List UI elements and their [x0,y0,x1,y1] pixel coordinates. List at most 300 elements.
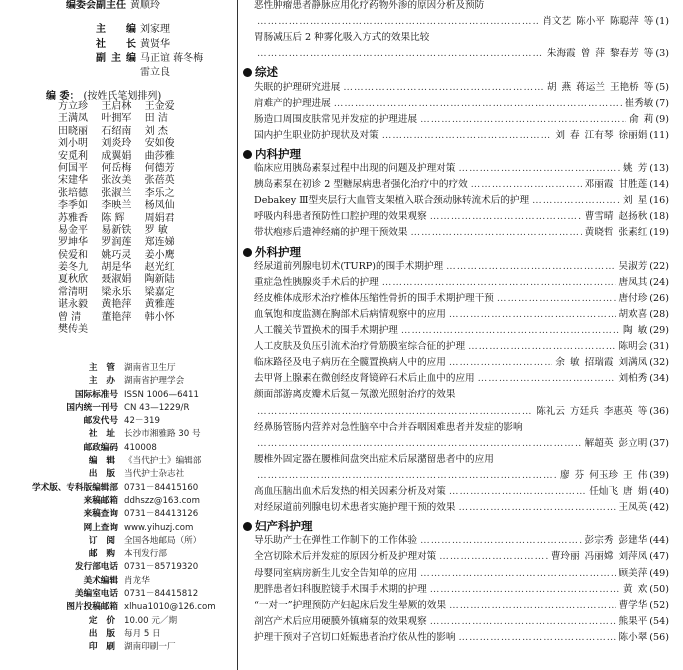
publication-key: 出 版 [88,469,118,480]
toc-entry[interactable] [254,436,669,452]
publication-row [30,548,235,561]
member-name: 侯爱和 [58,249,88,261]
masthead [0,0,232,670]
deputy-director-name: 黄顺玲 [130,0,160,11]
staff-row [96,38,170,52]
section-heading [243,146,301,162]
toc-entry-page: (32) [649,357,669,369]
toc-entry-authors: 曹雪晴 赵扬秋 [584,211,648,223]
publication-key: 订 阅 [88,535,118,546]
toc-entry-page: (11) [649,129,669,141]
toc-entry-title: 重症急性胰腺炎手术后的护理 [254,276,379,288]
toc-entry-title: 肥胖患者妇科腹腔镜手术围手术期的护理 [254,583,427,595]
leader-dots [449,598,615,614]
member-name: 王启林 [101,101,132,112]
publication-value: 长沙市湘雅路 30 号 [124,429,201,440]
publication-row [30,641,235,654]
publication-key: 国内统一刊号 [66,402,118,413]
publication-value: 当代护士杂志社 [124,469,185,480]
member-name: 陶新陆 [144,274,175,286]
member-row [58,287,188,299]
toc-entry-title: 呼吸内科患者预防性口腔护理的效果观察 [254,211,427,223]
toc-entry-authors: 刘 春 江有琴 徐丽娟 [555,129,648,141]
leader-dots [257,46,544,62]
toc-entry[interactable] [254,533,669,549]
toc-entry-authors: 俞 莉 [629,113,654,125]
leader-dots [334,96,622,112]
toc-entry-authors: 陶 敏 [623,325,648,336]
toc-entry-title: 国内护生职业防护现状及对策 [254,129,379,141]
leader-dots [411,225,582,241]
leader-dots [343,80,544,96]
toc-entry-page: (13) [649,163,669,174]
member-name: 姜冬九 [58,262,88,274]
toc-entry[interactable] [254,112,669,128]
toc-entry-authors: 刘 星 [623,195,648,207]
member-name: 郑连娣 [144,237,175,249]
publication-row [30,535,235,548]
section-heading-text: 外科护理 [255,244,301,259]
leader-dots [420,533,582,549]
toc-entry[interactable] [254,128,669,144]
toc-entry-authors: 刘柏秀 [618,373,648,385]
toc-entry-title: 胃肠减压后 2 种雾化吸入方式的效果比较 [254,32,430,44]
toc-entry-authors: 余 敏 招瑞霞 刘满凤 [555,357,648,369]
leader-dots [449,484,586,500]
toc-entry[interactable] [254,387,669,403]
publication-key: 图片投稿邮箱 [66,602,118,613]
member-name [145,324,188,336]
publication-value: 42－319 [124,416,160,427]
toc-entry[interactable] [254,275,669,291]
member-row [58,299,188,311]
member-row [58,213,188,225]
toc-entry[interactable] [254,630,669,646]
toc-entry-title: 腰椎外固定器在腰椎间盘突出症术后尿潴留患者中的应用 [254,453,494,465]
toc-entry[interactable] [254,225,669,241]
toc-entry-authors: 朱海霞 曾 萍 黎春芳 等 [546,48,654,60]
member-name: 姚巧灵 [101,249,132,261]
toc-entry-page: (40) [649,486,669,497]
staff-row [96,23,170,37]
publication-key: 来稿邮箱 [83,495,118,506]
publication-key: 美编室电话 [75,589,118,600]
staff-name: 马正谊 蒋冬梅 [140,53,204,64]
column-divider [237,0,238,670]
section-heading [243,64,278,80]
member-row [58,138,188,150]
member-row [58,225,188,237]
member-name: 田晓丽 [58,125,88,137]
toc-entry-authors: 彭宗秀 彭建华 [584,535,648,547]
toc-entry[interactable] [254,307,669,323]
leader-dots [449,307,616,323]
member-name: 易新铁 [101,224,132,236]
toc-entry-authors: 解超英 彭立明 [584,437,648,449]
member-name: 赵光红 [144,262,175,274]
toc-entry[interactable] [254,177,669,193]
toc-entry-authors: 陈小翠 [618,631,648,643]
toc-entry[interactable] [254,566,669,582]
staff-role: 主 编 [96,24,136,35]
toc-entry-authors: 崔秀敏 [624,97,654,109]
member-row [58,163,188,175]
toc-entry-authors: 姚 芳 [623,163,648,174]
toc-entry-page: (47) [649,551,669,563]
member-row [58,324,188,336]
toc-entry-page: (49) [649,567,669,579]
bullet-icon [243,68,252,77]
member-name: 刘 杰 [144,125,168,137]
toc-entry[interactable] [254,484,669,500]
publication-key: 发行部电话 [75,562,118,573]
member-name: 石绍南 [101,125,132,137]
publication-value: 肖龙华 [124,575,150,586]
toc-entry-authors: 邓丽霞 甘胜莲 [584,179,648,191]
toc-entry-title: 剖宫产术后应用硬膜外镇痛泵的效果观察 [254,615,427,627]
toc-entry-authors: 吴淑芳 [618,260,648,272]
toc-entry-authors: 唐付珍 [618,292,648,304]
toc-entry-page: (34) [649,373,669,385]
toc-entry-title: 经鼻肠管肠内营养对急性脑卒中合并吞咽困难患者并发症的影响 [254,421,523,433]
toc-entry-title: 恶性肿瘤患者静脉应用化疗药物外渗的原因分析及预防 [254,0,485,11]
toc-entry-page: (37) [649,437,669,449]
member-name [101,324,144,336]
toc-entry-page: (24) [649,276,669,288]
publication-row [30,588,235,601]
member-name: 谌永毅 [58,299,88,311]
staff-name-2: 雷立良 [140,67,170,78]
member-name: 易金平 [58,224,88,236]
toc-entry-title: 护理干预对子宫切口妊娠患者治疗依从性的影响 [254,631,456,643]
staff-name: 刘家理 [140,24,170,35]
toc-entry[interactable] [254,46,669,62]
leader-dots [382,275,616,291]
toc-entry[interactable] [254,161,669,177]
toc-entry[interactable] [254,404,669,420]
member-name: 何岳梅 [101,162,132,174]
member-name: 张培德 [58,187,88,199]
toc-entry[interactable] [254,323,669,339]
toc-entry-authors: 曹玲丽 冯丽嫦 刘萍凤 [550,551,648,563]
toc-entry-title: 去甲肾上腺素在微创经皮肾镜碎石术后止血中的应用 [254,373,475,385]
publication-value: www.yihuzj.com [124,522,194,533]
member-name: 安如俊 [144,138,175,150]
member-name: 曾 清 [58,311,82,323]
table-of-contents [243,0,683,670]
publication-key: 网上查询 [83,522,118,533]
staff-role: 副主编 [96,53,136,64]
member-name: 梁嘉定 [144,286,175,298]
toc-entry-title: 血氧饱和度监测在胸部术后病情观察中的应用 [254,308,446,320]
section-heading-text: 内科护理 [255,146,301,161]
publication-key: 主 管 [88,363,118,373]
member-name: 罗 敏 [144,224,168,236]
member-row [58,175,188,187]
toc-entry-title: 高血压脑出血术后发热的相关因素分析及对策 [254,486,446,497]
toc-entry-authors: 陈礼云 方廷兵 李惠英 等 [536,405,648,417]
leader-dots [458,161,620,177]
publication-value: CN 43—1229/R [124,402,190,413]
member-row [58,188,188,200]
toc-entry[interactable] [254,598,669,614]
toc-entry[interactable] [254,420,669,436]
publication-row [30,375,235,388]
publication-key: 编 辑 [88,456,118,467]
publication-value: 湖南省护理学会 [124,376,185,387]
leader-dots [430,614,616,630]
section-heading-text: 综述 [255,65,278,80]
member-name: 杨凤仙 [144,200,175,212]
member-name: 田 洁 [144,113,168,125]
leader-dots [458,500,615,516]
publication-row [30,575,235,588]
toc-entry-page: (14) [649,179,669,191]
toc-entry-title: 人工髋关节置换术的围手术期护理 [254,325,398,336]
editorial-board-note: (按姓氏笔划排列) [83,91,162,102]
member-name: 胡是华 [101,262,132,274]
member-name: 夏秋欣 [58,274,88,286]
toc-entry-authors: 熊果平 [618,615,648,627]
publication-value: 全国各地邮局（所） [124,535,202,546]
toc-entry-page: (54) [649,615,669,627]
toc-entry-page: (39) [649,469,669,481]
toc-entry-title: 人工皮肤及负压引流术治疗骨筋膜室综合征的护理 [254,341,466,353]
publication-value: 每月 5 日 [124,628,161,639]
member-name: 方立珍 [58,101,88,112]
toc-entry-title: 经尿道前列腺电切术(TURP)的围手术期护理 [254,260,444,272]
publication-key: 来稿查询 [83,509,118,520]
toc-entry-page: (19) [649,227,669,239]
member-name: 聂淑娟 [101,274,132,286]
toc-entry[interactable] [254,500,669,516]
toc-entry[interactable] [254,209,669,225]
toc-entry-authors: 肖文艺 陈小平 陈聪萍 等 [542,16,654,28]
publication-key: 邮 购 [88,549,118,560]
toc-entry-page: (3) [655,48,669,60]
member-name: 苏雅香 [58,212,88,224]
toc-entry-authors: 王凤英 [618,502,648,514]
toc-entry[interactable] [254,452,669,468]
publication-row [30,455,235,468]
toc-entry[interactable] [254,259,669,275]
toc-entry-authors: 陈明会 [618,341,648,353]
toc-entry[interactable] [254,614,669,630]
member-name: 叶拥军 [101,113,132,125]
toc-entry-title: 失眠的护理研究进展 [254,81,341,93]
leader-dots [420,566,615,582]
toc-entry[interactable] [254,0,669,14]
member-name: 常清明 [58,286,88,298]
member-name: 张汝美 [101,175,132,187]
leader-dots [430,582,620,598]
publication-key: 定 价 [88,615,118,626]
toc-entry-title: “一对一”护理预防产妇起床后发生晕厥的效果 [254,599,447,611]
member-row [58,312,188,324]
member-name: 宋建华 [58,175,88,187]
member-row [58,151,188,163]
toc-entry-title: 临床应用胰岛素泵过程中出现的问题及护理对策 [254,163,456,174]
member-name: 王金爱 [144,101,175,112]
member-name: 罗润莲 [101,237,132,249]
toc-entry-page: (16) [649,195,669,207]
leader-dots [257,14,539,30]
toc-entry-title: 胰岛素泵在初诊 2 型糖尿病患者强化治疗中的疗效 [254,179,468,191]
toc-entry[interactable] [254,291,669,307]
leader-dots [382,128,553,144]
section-heading-text: 妇产科护理 [255,519,313,534]
toc-entry[interactable] [254,468,669,484]
member-name: 樊传美 [58,324,88,336]
member-name: 刘小明 [58,138,88,150]
toc-entry-authors: 黄晓哲 张素红 [584,227,648,239]
staff-names [140,52,203,80]
leader-dots [532,193,620,209]
member-name: 王满凤 [58,113,88,125]
publication-key: 国际标准号 [75,389,118,400]
member-row [58,237,188,249]
member-name: 张淑兰 [101,187,132,199]
section-heading [243,244,301,260]
publication-value: 0731－84415812 [124,589,199,600]
toc-entry[interactable] [254,14,669,30]
staff-row [96,52,203,80]
toc-entry-title: Debakey Ⅲ型夹层行大血管支架植入联合颈动脉转流术后的护理 [254,195,530,207]
publication-value: 0731－84413126 [124,509,199,520]
member-name: 董艳萍 [101,311,132,323]
leader-dots [446,259,615,275]
publication-row [30,508,235,521]
toc-entry-title: 颜面部游离皮瓣术后氦－氖激光照射治疗的效果 [254,389,456,401]
member-name: 周娟君 [144,212,175,224]
member-name: 何国平 [58,162,88,174]
leader-dots [471,177,582,193]
publication-value: 湖南省卫生厅 [124,363,176,373]
member-name: 曲莎雅 [144,150,175,162]
toc-entry-authors: 顾美萍 [618,567,648,579]
publication-key: 美术编辑 [83,575,118,586]
member-name: 韩小怀 [144,311,175,323]
publication-value: 湖南印刷一厂 [124,642,176,653]
leader-dots [257,404,533,420]
publication-row [30,561,235,574]
leader-dots [257,468,557,484]
member-name: 黄艳萍 [101,299,132,311]
toc-entry-authors: 黄 欢 [623,583,648,595]
publication-key: 出 版 [88,628,118,639]
toc-entry-title: 肠造口周围皮肤常见并发症的护理进展 [254,113,418,125]
leader-dots [257,436,582,452]
member-name: 成翼娟 [101,150,132,162]
deputy-director-line [66,0,160,11]
toc-entry[interactable] [254,355,669,371]
publication-row [30,362,235,375]
toc-entry[interactable] [254,549,669,565]
toc-entry-page: (9) [655,113,669,125]
staff-role: 社 长 [96,39,136,50]
leader-dots [401,323,620,339]
leader-dots [420,112,626,128]
toc-entry[interactable] [254,371,669,387]
publication-row [30,495,235,508]
member-name: 梁永乐 [101,286,132,298]
publication-row [30,468,235,481]
toc-entry[interactable] [254,582,669,598]
toc-entry-page: (26) [649,292,669,304]
member-name: 何德芳 [144,162,175,174]
member-name: 李乐之 [144,187,175,199]
publication-key: 主 办 [88,376,118,387]
member-name: 刘炎玲 [101,138,132,150]
toc-entry-page: (44) [649,535,669,547]
editorial-board-members [58,101,188,336]
publication-key: 邮政编码 [83,442,118,453]
toc-entry-page: (1) [655,16,669,28]
toc-entry-page: (22) [649,260,669,272]
toc-entry-authors: 任灿飞 唐 娟 [589,486,648,497]
staff-names [140,23,170,37]
deputy-director-label: 编委会副主任 [66,0,126,11]
toc-entry-authors: 廖 芬 何玉珍 王 伟 [559,469,648,481]
publication-row [30,389,235,402]
toc-entry-title: 带状疱疹后遗神经痛的护理干预效果 [254,227,408,239]
member-name: 陈 辉 [101,212,125,224]
toc-entry-page: (29) [649,325,669,336]
toc-entry-page: (7) [655,97,669,109]
publication-row [30,402,235,415]
staff-names [140,38,170,52]
toc-entry-authors: 唐凤其 [618,276,648,288]
member-row [58,113,188,125]
toc-entry-title: 母婴同室病房新生儿安全告知单的应用 [254,567,418,579]
section-heading [243,518,313,534]
publication-row [30,428,235,441]
publication-row [30,628,235,641]
bullet-icon [243,248,252,257]
member-row [58,274,188,286]
toc-entry-title: 对经尿道前列腺电切术患者实施护理干预的效果 [254,502,456,514]
toc-entry-authors: 曹学华 [618,599,648,611]
leader-dots [439,549,548,565]
toc-entry-page: (28) [649,308,669,320]
member-name: 安觅利 [58,150,88,162]
toc-entry-title: 经皮椎体成形术治疗椎体压缩性骨折的围手术期护理干预 [254,292,494,304]
leader-dots [468,339,615,355]
publication-info [30,362,235,655]
leader-dots [449,355,553,371]
publication-value: 《当代护士》编辑部 [124,456,202,467]
publication-key: 社 址 [88,429,118,440]
publication-row [30,601,235,614]
publication-key: 学术版、专科版编辑部 [32,482,118,493]
toc-entry-page: (50) [649,583,669,595]
member-name: 姜小鹰 [144,249,175,261]
publication-value: 10.00 元／期 [124,615,178,626]
toc-entry-title: 临床路径及电子病历在全髋置换病人中的应用 [254,357,446,369]
bullet-icon [243,522,252,531]
toc-entry-page: (5) [655,81,669,93]
toc-entry[interactable] [254,96,669,112]
publication-row [30,442,235,455]
toc-entry[interactable] [254,193,669,209]
member-row [58,250,188,262]
leader-dots [478,371,616,387]
publication-value: xlhua1010@126.com [124,602,216,613]
member-row [58,101,188,113]
toc-entry[interactable] [254,80,669,96]
toc-entry[interactable] [254,339,669,355]
toc-entry[interactable] [254,30,669,46]
